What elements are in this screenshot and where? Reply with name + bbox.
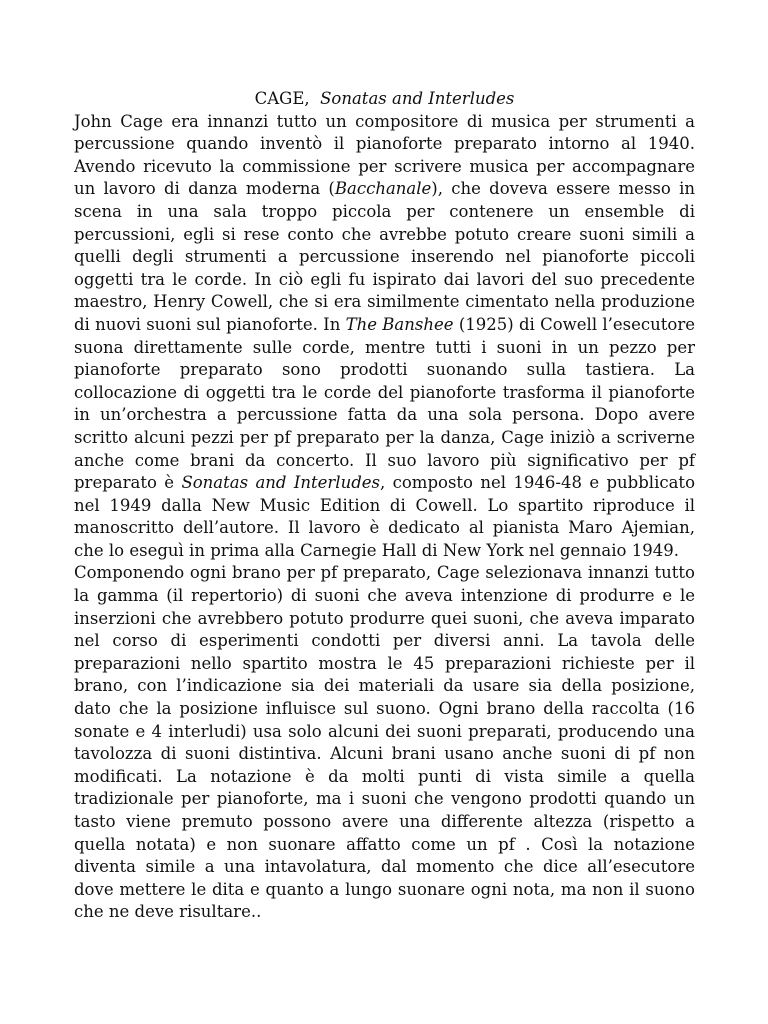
paragraph-2: Componendo ogni brano per pf preparato, Cage selezionava innanzi tutto la gamma (il repertorio) di suoni che aveva intenzione di produrre e le inserzioni che avrebbero potuto produrre quei suoni, che aveva imparato nel corso di esperimenti condotti per diversi anni. La tavola delle preparazioni nello spartito mostra le 45 preparazioni richieste per il brano, con l’indicazione sia dei materiali da usare sia della posizione, dato che la posizione influisce sul suono. Ogni brano della raccolta (16 sonate e 4 interludi) usa solo alcuni dei suoni preparati, producendo una tavolozza di suoni distintiva. Alcuni brani usano anche suoni di pf non modificati. La notazione è da molti punti di vista simile a quella tradizionale per pianoforte, ma i suoni che vengono prodotti quando un tasto viene premuto possono avere una differente altezza (rispetto a quella notata) e non suonare affatto come un pf . Così la notazione diventa simile a una intavolatura, dal momento che dice all’esecutore dove mettere le dita e quanto a lungo suonare ogni nota, ma non il suono che ne deve risultare.. [74,563,695,922]
work-title-banshee: The Banshee [345,314,454,334]
work-title-sonatas: Sonatas and Interludes [181,473,380,493]
page-title [74,88,695,111]
paragraph-1 [74,111,695,563]
title-work: Sonatas and Interludes [320,89,515,108]
work-title-bacchanale: Bacchanale [334,179,432,199]
paragraph-1-text-3: (1925) di Cowell l’esecutore suona direttamente sulle corde, mentre tutti i suoni in un pezzo per pianoforte preparato sono prodotti suonando sulla tastiera. La collocazione di oggetti tra le corde del pianoforte trasforma il pianoforte in un’orchestra a percussione fatta da una sola persona. Dopo avere scritto alcuni pezzi per pf preparato per la danza, Cage iniziò a scriverne anche come brani da concerto. Il suo lavoro più significativo per pf preparato è [74,314,695,493]
paragraph-1-text-1: John Cage era innanzi tutto un compositore di musica per strumenti a percussione quando inventò il pianoforte preparato intorno al 1940. Avendo ricevuto la commissione per scrivere musica per accompagnare un lavoro di danza moderna ( [74,111,695,199]
paragraph-1-text-4: , composto nel 1946-48 e pubblicato nel 1949 dalla New Music Edition di Cowell. Lo spartito riproduce il manoscritto dell’autore. Il lavoro è dedicato al pianista Maro Ajemian, che lo eseguì in prima alla Carnegie Hall di New York nel gennaio 1949. [74,473,696,560]
title-composer: CAGE, [254,89,310,108]
document-page [74,88,695,924]
paragraph-1-text-2: ), che doveva essere messo in scena in una sala troppo piccola per contenere un ensemble di percussioni, egli si rese conto che avrebbe potuto creare suoni simili a quelli degli strumenti a percussione inserendo nel pianoforte piccoli oggetti tra le corde. In ciò egli fu ispirato dai lavori del suo precedente maestro, Henry Cowell, che si era similmente cimentato nella produzione di nuovi suoni sul pianoforte. In [74,179,695,334]
